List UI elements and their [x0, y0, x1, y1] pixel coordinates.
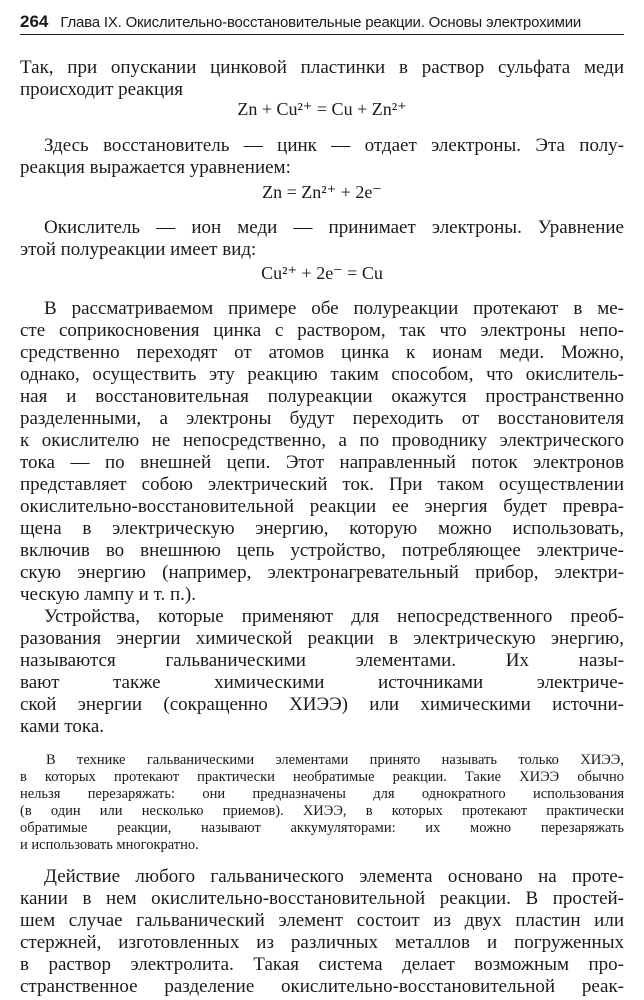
running-header — [20, 12, 624, 35]
text-line: Устройства, которые применяют для непосредственного преоб- — [44, 606, 624, 627]
text-line: В рассматриваемом примере обе полуреакции протекают в ме- — [44, 298, 624, 319]
note-line: и использовать многократно. — [20, 837, 199, 853]
equation-1: Zn + Cu²⁺ = Cu + Zn²⁺ — [237, 99, 407, 119]
text-line: странственное разделение окислительно-восстановительной реак- — [20, 976, 624, 997]
text-line: стержней, изготовленных из различных металлов и погруженных — [20, 932, 624, 953]
note-line: (в один или несколько приемов). ХИЭЭ, в которых протекают практически — [20, 803, 624, 819]
text-line: Так, при опускании цинковой пластинки в раствор сульфата меди — [20, 57, 624, 78]
text-line: вают также химическими источниками электриче- — [20, 672, 624, 693]
text-line: называются гальваническими элементами. Их назы- — [20, 650, 624, 671]
note-line: нельзя перезаряжать: они предназначены для однократного использования — [20, 786, 624, 802]
text-line: включив во внешнюю цепь устройство, потребляющее электриче- — [20, 540, 624, 561]
note-line: обратимые реакции, называют аккумуляторами: их можно перезаряжать — [20, 820, 624, 836]
text-line: окислительно-восстановительной реакции ее энергия будет превра- — [20, 496, 624, 517]
text-line: средственно переходят от атомов цинка к ионам меди. Можно, — [20, 342, 624, 363]
text-line: ная и восстановительная полуреакции окажутся пространственно — [20, 386, 624, 407]
text-line: тока — по внешней цепи. Этот направленный поток электронов — [20, 452, 624, 473]
text-line: этой полуреакции имеет вид: — [20, 239, 257, 260]
text-line: реакция выражается уравнением: — [20, 157, 291, 178]
text-line: разования энергии химической реакции в электрическую энергию, — [20, 628, 624, 649]
page-number: 264 — [20, 12, 49, 31]
text-line: шем случае гальванический элемент состоит из двух пластин или — [20, 910, 624, 931]
text-line: ческую лампу и т. п.). — [20, 584, 196, 605]
text-line: скую энергию (например, электронагревательный прибор, электри- — [20, 562, 624, 583]
note-line: в которых протекают практически необратимые реакции. Такие ХИЭЭ обычно — [20, 769, 624, 785]
text-line: разделенными, а электроны будут переходить от восстановителя — [20, 408, 624, 429]
text-line: сте соприкосновения цинка с раствором, так что электроны непо- — [20, 320, 624, 341]
text-line: ками тока. — [20, 716, 104, 737]
text-line: Здесь восстановитель — цинк — отдает электроны. Эта полу- — [44, 135, 624, 156]
text-line: кании в нем окислительно-восстановительной реакции. В простей- — [20, 888, 624, 909]
text-line: в раствор электролита. Такая система делает возможным про- — [20, 954, 624, 975]
note-line: В технике гальваническими элементами принято называть только ХИЭЭ, — [46, 752, 624, 768]
text-line: Действие любого гальванического элемента основано на проте- — [44, 866, 624, 887]
equation-2: Zn = Zn²⁺ + 2e⁻ — [262, 182, 382, 202]
text-line: к окислителю не непосредственно, а по проводнику электрического — [20, 430, 624, 451]
text-line: однако, осуществить эту реакцию таким способом, что окислитель- — [20, 364, 624, 385]
chapter-title: Глава IX. Окислительно-восстановительные реакции. Основы электрохимии — [60, 14, 582, 31]
text-line: Окислитель — ион меди — принимает электроны. Уравнение — [44, 217, 624, 238]
text-line: щена в электрическую энергию, которую можно использовать, — [20, 518, 624, 539]
text-line: представляет собою электрический ток. При таком осуществлении — [20, 474, 624, 495]
equation-3: Cu²⁺ + 2e⁻ = Cu — [261, 263, 383, 283]
text-line: ской энергии (сокращенно ХИЭЭ) или химическими источни- — [20, 694, 624, 715]
text-line: происходит реакция — [20, 79, 184, 100]
